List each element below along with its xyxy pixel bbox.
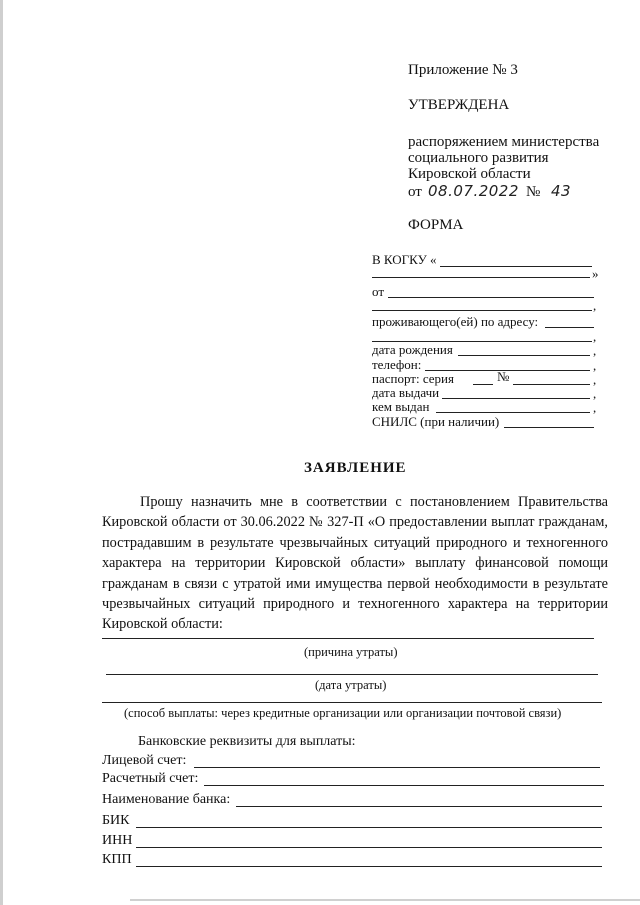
phone-label: телефон: [372,357,422,372]
bank-name-label: Наименование банка: [102,792,231,807]
from-label: от [372,284,385,299]
bank-heading: Банковские реквизиты для выплаты: [138,734,356,749]
order-line-2: социального развития [408,150,549,166]
residing-label: проживающего(ей) по адресу: [372,314,539,329]
appendix-label: Приложение № 3 [408,62,518,78]
payment-method-line[interactable] [102,702,602,703]
from-line[interactable] [388,297,594,298]
snils-line[interactable] [504,427,594,428]
kogku-line-2[interactable] [372,277,590,278]
reason-line[interactable] [102,638,594,639]
payment-method-caption: (способ выплаты: через кредитные организации или организации почтовой связи) [124,706,562,720]
order-line-3: Кировской области [408,166,531,182]
from-comma: , [593,298,597,313]
passport-no-label: № [497,369,510,384]
statement-body [102,492,608,635]
current-account-label: Расчетный счет: [102,771,199,786]
address-line[interactable] [545,327,594,328]
passport-comma: , [593,372,597,387]
birth-date-comma: , [593,343,597,358]
personal-account-label: Лицевой счет: [102,753,187,768]
passport-series-label: паспорт: серия [372,371,454,386]
scan-bottom-edge [130,899,640,901]
snils-label: СНИЛС (при наличии) [372,414,500,429]
phone-comma: , [593,358,597,373]
order-line-1: распоряжением министерства [408,134,600,150]
handwritten-number: 43 [551,182,572,200]
inn-line[interactable] [136,847,602,848]
bik-label: БИК [102,813,130,828]
issue-date-comma: , [593,386,597,401]
loss-date-line[interactable] [106,674,598,675]
address-comma: , [593,329,597,344]
form-label: ФОРМА [408,217,464,233]
issued-by-label: кем выдан [372,399,430,414]
issue-date-label: дата выдачи [372,385,440,400]
approved-label: УТВЕРЖДЕНА [408,97,510,113]
kpp-line[interactable] [136,866,602,867]
statement-text: Прошу назначить мне в соответствии с постановлением Правительства Кировской области от 30.06.2022 № 327-П «О предоставлении выплат гражданам, пострадавшим в результате чрезвычайных ситуаций природного и техногенного характера на территории Кировской области» выплату финансовой помощи гражданам в связи с утратой ими имущества первой необходимости в результате чрезвычайных ситуаций природного и техногенного характера на территории Кировской области: [102,494,608,633]
personal-account-line[interactable] [194,767,600,768]
bik-line[interactable] [136,827,602,828]
issued-by-comma: , [593,400,597,415]
current-account-line[interactable] [204,785,604,786]
bank-name-line[interactable] [236,806,602,807]
kpp-label: КПП [102,852,132,867]
scan-edge [0,0,3,905]
loss-date-caption: (дата утраты) [315,678,387,692]
number-prefix: № [526,184,541,200]
statement-title: ЗАЯВЛЕНИЕ [304,460,407,476]
handwritten-date: 08.07.2022 [428,182,519,200]
to-kogku-label: В КОГКУ « [372,252,437,267]
kogku-line[interactable] [440,266,592,267]
close-quote: » [592,266,599,281]
birth-date-label: дата рождения [372,342,453,357]
passport-series-line[interactable] [473,384,493,385]
inn-label: ИНН [102,833,133,848]
issue-date-line[interactable] [442,398,590,399]
issued-by-line[interactable] [436,412,590,413]
passport-number-line[interactable] [513,384,590,385]
from-line-2[interactable] [372,310,592,311]
date-prefix: от [408,184,422,200]
reason-caption: (причина утраты) [304,645,398,659]
birth-date-line[interactable] [458,355,590,356]
